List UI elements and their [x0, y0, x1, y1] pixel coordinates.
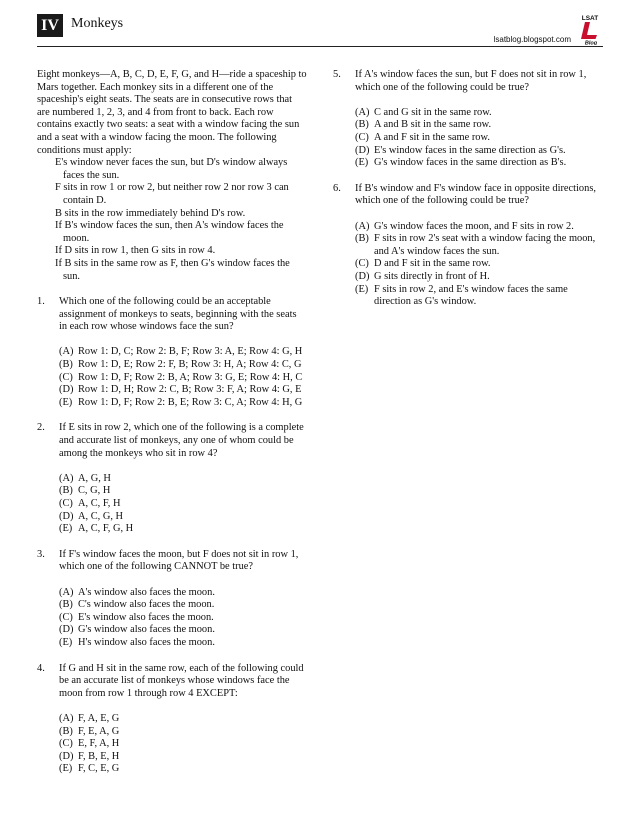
option-text: G's window faces in the same direction as B's. [374, 157, 567, 169]
answer-option[interactable] [59, 738, 307, 751]
option-letter: (A) [59, 586, 74, 598]
conditions-list [37, 157, 307, 283]
answer-options [355, 107, 603, 170]
option-letter: (B) [59, 725, 73, 737]
option-letter: (C) [59, 498, 73, 509]
option-text: Row 1: D, F; Row 2: B, E; Row 3: C, A; Row 4: H, G [78, 396, 303, 408]
answer-options [355, 221, 603, 309]
option-text: F, B, E, H [78, 750, 120, 762]
question-number: 6. [333, 182, 341, 194]
option-letter: (A) [59, 472, 74, 484]
answer-options [59, 587, 307, 650]
answer-option[interactable] [59, 624, 307, 637]
option-letter: (E) [59, 763, 73, 775]
answer-option[interactable] [355, 119, 603, 132]
option-text: D and F sit in the same row. [374, 258, 491, 270]
option-letter: (C) [355, 131, 369, 143]
option-letter: (D) [59, 384, 74, 396]
question-stem: Which one of the following could be an acceptable assignment of monkeys to seats, beginning with the seats in each row whose windows face the sun? [59, 296, 297, 333]
passage [37, 69, 307, 283]
question-4 [37, 663, 307, 776]
question-number: 1. [37, 296, 45, 308]
option-text: F, A, E, G [78, 712, 120, 724]
answer-options [59, 713, 307, 776]
answer-option[interactable] [355, 271, 603, 284]
answer-option[interactable] [59, 397, 307, 410]
question-number: 5. [333, 69, 341, 80]
option-letter: (E) [59, 396, 73, 408]
option-letter: (D) [59, 624, 74, 636]
option-letter: (B) [355, 233, 369, 245]
option-text: Row 1: D, F; Row 2: B, A; Row 3: G, E; Row 4: H, C [78, 371, 303, 383]
option-text: F sits in row 2's seat with a window facing the moon, and A's window faces the sun. [374, 233, 596, 257]
option-text: G's window faces the moon, and F sits in row 2. [374, 220, 574, 232]
answer-option[interactable] [355, 107, 603, 120]
answer-option[interactable] [355, 284, 603, 309]
answer-option[interactable] [59, 599, 307, 612]
option-letter: (C) [59, 371, 73, 383]
answer-options [59, 473, 307, 536]
condition-item: If D sits in row 1, then G sits in row 4. [55, 245, 216, 257]
condition-item: E's window never faces the sun, but D's window always faces the sun. [55, 157, 288, 181]
answer-option[interactable] [355, 145, 603, 158]
option-letter: (C) [59, 611, 73, 623]
answer-option[interactable] [59, 587, 307, 600]
passage-intro: Eight monkeys—A, B, C, D, E, F, G, and H—ride a spaceship to Mars together. Each monkey sits in a different one of the spaceship's eight seats. The seats are in consecutive rows that are numbered 1, 2, 3, and 4 from front to back. Each row contains exactly two seats: a seat with a window facing the sun and a seat with a window facing the moon. The following conditions must apply: [37, 69, 307, 156]
option-text: A and B sit in the same row. [374, 119, 492, 131]
option-text: G sits directly in front of H. [374, 270, 490, 282]
condition-item: If B sits in the same row as F, then G's window faces the sun. [55, 257, 290, 282]
option-text: E, F, A, H [78, 738, 120, 750]
question-2 [37, 422, 307, 535]
lsat-blog-logo-icon [577, 13, 603, 45]
option-text: Row 1: D, H; Row 2: C, B; Row 3: F, A; Row 4: G, E [78, 384, 302, 396]
option-letter: (B) [355, 119, 369, 131]
option-letter: (B) [59, 599, 73, 611]
option-text: C's window also faces the moon. [78, 599, 215, 611]
option-letter: (C) [355, 258, 369, 270]
option-text: Row 1: D, E; Row 2: F, B; Row 3: H, A; Row 4: C, G [78, 359, 302, 371]
answer-option[interactable] [59, 511, 307, 524]
option-text: G's window also faces the moon. [78, 624, 215, 636]
question-stem: If F's window faces the moon, but F does not sit in row 1, which one of the following CANNOT be true? [59, 548, 299, 573]
option-text: F, E, A, G [78, 725, 120, 737]
question-6 [333, 183, 603, 309]
answer-option[interactable] [355, 258, 603, 271]
question-stem: If G and H sit in the same row, each of the following could be an accurate list of monkeys whose windows face the moon from row 1 through row 4 EXCEPT: [59, 662, 304, 699]
option-text: A, C, G, H [78, 510, 124, 522]
option-letter: (D) [59, 750, 74, 762]
option-letter: (A) [355, 220, 370, 232]
option-text: C and G sit in the same row. [374, 106, 492, 118]
option-letter: (A) [355, 106, 370, 118]
right-column [333, 69, 603, 309]
answer-option[interactable] [59, 346, 307, 359]
answer-option[interactable] [59, 763, 307, 776]
question-3 [37, 549, 307, 650]
answer-option[interactable] [59, 384, 307, 397]
option-text: A's window also faces the moon. [78, 586, 215, 598]
answer-option[interactable] [355, 132, 603, 145]
option-letter: (A) [59, 712, 74, 724]
condition-item: B sits in the row immediately behind D's row. [55, 207, 246, 219]
answer-option[interactable] [59, 498, 307, 511]
option-letter: (E) [355, 283, 369, 295]
question-stem: If E sits in row 2, which one of the following is a complete and accurate list of monkeys, any one of whom could be among the monkeys who sit in row 4? [59, 422, 304, 459]
question-number: 2. [37, 422, 45, 434]
answer-option[interactable] [59, 751, 307, 764]
left-column [37, 69, 307, 776]
answer-option[interactable] [59, 713, 307, 726]
section-number-badge: IV [37, 14, 63, 37]
option-letter: (E) [355, 157, 369, 169]
option-text: A, G, H [78, 472, 111, 484]
condition-item: F sits in row 1 or row 2, but neither row 2 nor row 3 can contain D. [55, 182, 289, 206]
option-letter: (E) [59, 636, 73, 648]
answer-options [59, 346, 307, 409]
option-text: A, C, F, H [78, 498, 121, 509]
option-letter: (C) [59, 738, 73, 750]
answer-option[interactable] [59, 637, 307, 650]
answer-option[interactable] [59, 612, 307, 625]
logo-text-bottom: Blog [584, 40, 598, 45]
option-text: E's window also faces the moon. [78, 611, 214, 623]
question-1 [37, 296, 307, 409]
blog-url: lsatblog.blogspot.com [493, 35, 571, 44]
option-text: A, C, F, G, H [78, 523, 134, 535]
option-letter: (D) [355, 270, 370, 282]
option-letter: (D) [59, 510, 74, 522]
question-stem: If B's window and F's window face in opposite directions, which one of the following could be true? [355, 182, 596, 207]
option-text: C, G, H [78, 485, 111, 497]
answer-option[interactable] [355, 221, 603, 234]
answer-option[interactable] [355, 157, 603, 170]
option-text: E's window faces in the same direction as G's. [374, 144, 566, 156]
question-number: 4. [37, 662, 45, 674]
option-text: F sits in row 2, and E's window faces the same direction as G's window. [374, 283, 568, 308]
answer-option[interactable] [59, 485, 307, 498]
option-text: H's window also faces the moon. [78, 636, 215, 648]
question-5 [333, 69, 603, 170]
header-rule [37, 46, 603, 47]
answer-option[interactable] [59, 473, 307, 486]
option-letter: (B) [59, 485, 73, 497]
answer-option[interactable] [355, 233, 603, 258]
page-header [37, 13, 603, 47]
question-stem: If A's window faces the sun, but F does not sit in row 1, which one of the following could be true? [355, 69, 587, 93]
option-letter: (A) [59, 346, 74, 358]
answer-option[interactable] [59, 523, 307, 536]
option-letter: (E) [59, 523, 73, 535]
question-number: 3. [37, 548, 45, 560]
answer-option[interactable] [59, 372, 307, 385]
option-letter: (D) [355, 144, 370, 156]
answer-option[interactable] [59, 726, 307, 739]
option-text: F, C, E, G [78, 763, 120, 775]
option-text: Row 1: D, C; Row 2: B, F; Row 3: A, E; Row 4: G, H [78, 346, 303, 358]
option-text: A and F sit in the same row. [374, 131, 490, 143]
answer-option[interactable] [59, 359, 307, 372]
logo-text-top: LSAT [581, 15, 599, 22]
section-title: Monkeys [71, 16, 124, 31]
condition-item: If B's window faces the sun, then A's window faces the moon. [55, 220, 284, 244]
option-letter: (B) [59, 359, 73, 371]
